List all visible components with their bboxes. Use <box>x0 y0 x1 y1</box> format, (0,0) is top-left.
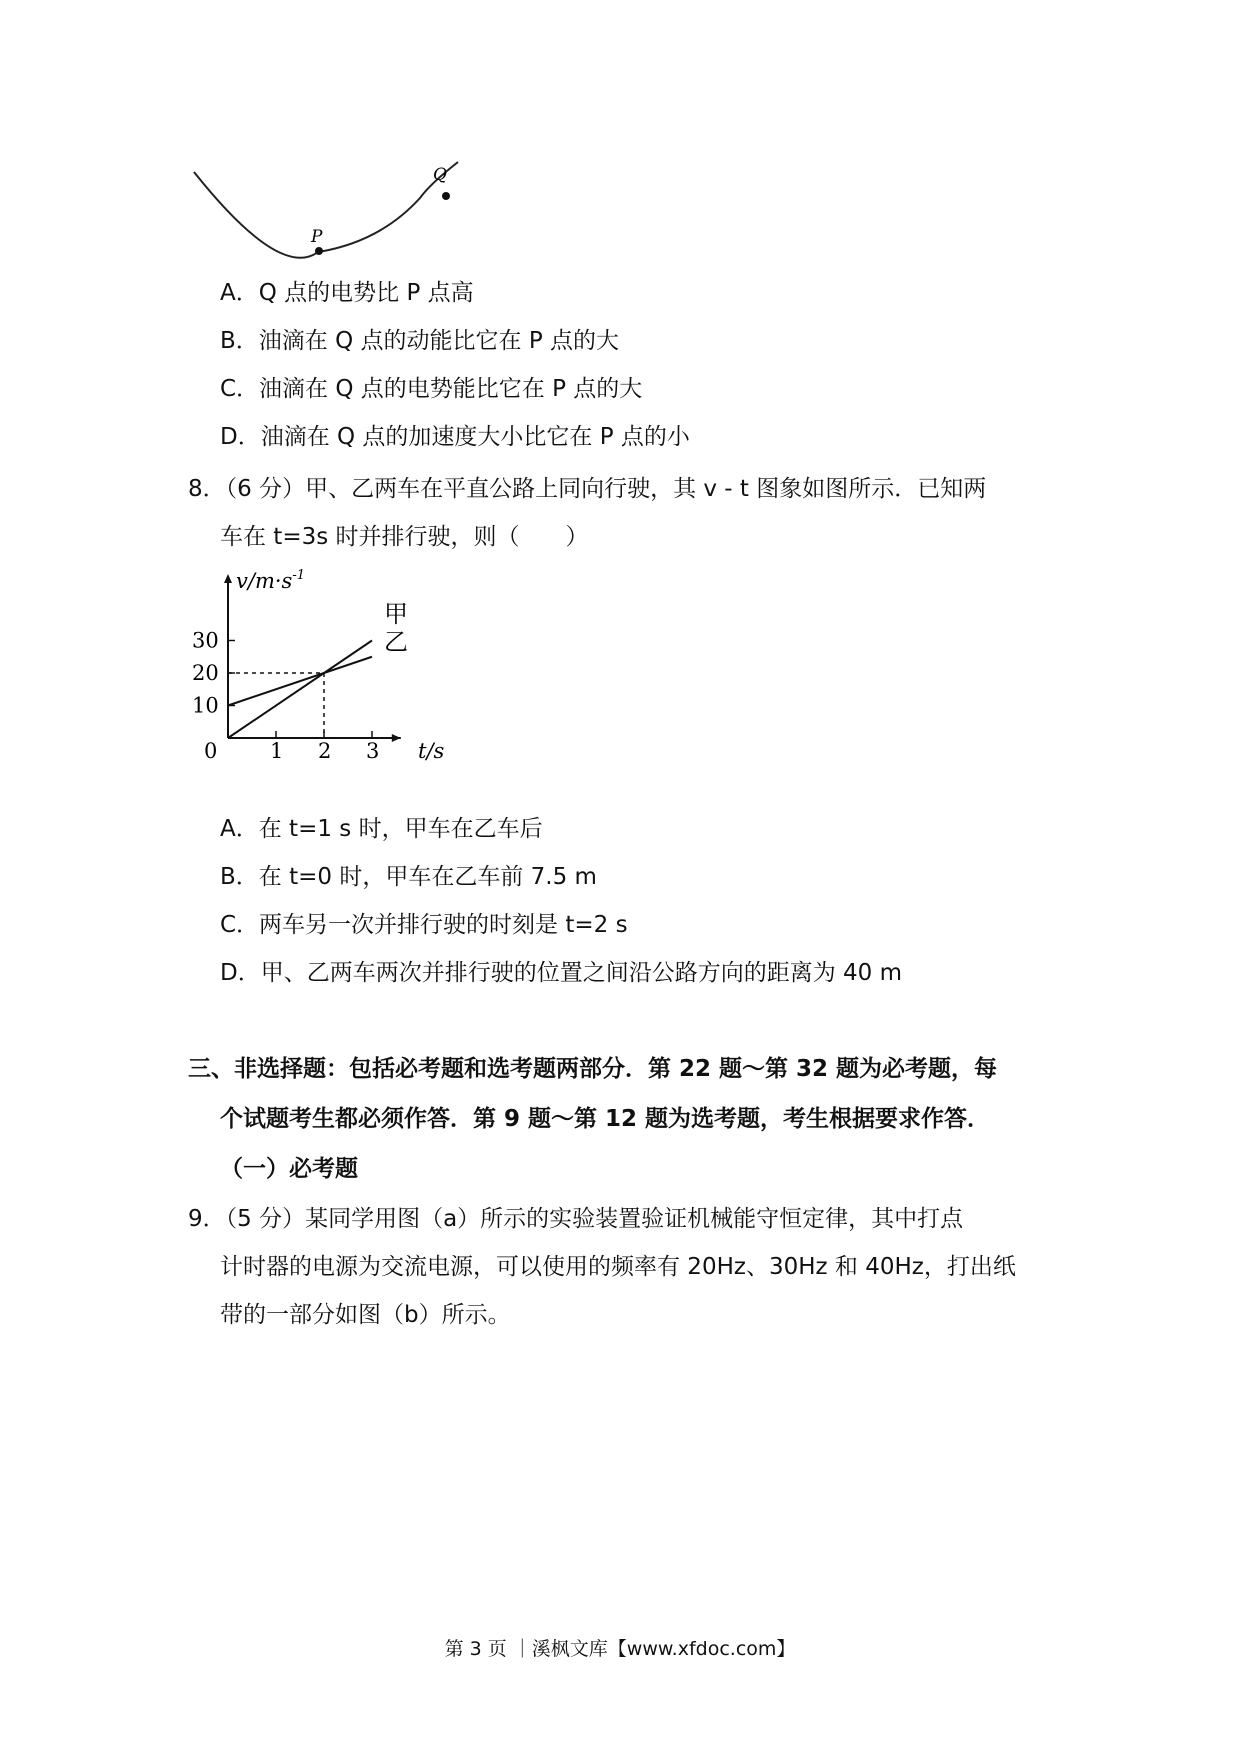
y-tick-label: 20 <box>192 661 219 685</box>
chart-ylabel: $v/m\cdot s^{-1}$ <box>236 568 305 593</box>
series-line-jia <box>228 641 372 739</box>
legend-yi: 乙 <box>384 628 408 656</box>
page-footer: 第 3 页 ｜溪枫文库【www.xfdoc.com】 <box>444 1638 796 1660</box>
q7-option-a: A．Q 点的电势比 P 点高 <box>220 280 474 306</box>
section3-subheading: （一）必考题 <box>220 1156 358 1182</box>
series-line-yi <box>228 657 372 706</box>
q7-option-d: D．油滴在 Q 点的加速度大小比它在 P 点的小 <box>220 424 690 450</box>
q8-stem-line2: 车在 t=3s 时并排行驶，则（ ） <box>220 524 589 550</box>
q8-option-b: B．在 t=0 时，甲车在乙车前 7.5 m <box>220 864 597 890</box>
q8-option-a: A．在 t=1 s 时，甲车在乙车后 <box>220 816 543 842</box>
q9-stem-line3: 带的一部分如图（b）所示。 <box>220 1302 511 1328</box>
q8-option-d: D．甲、乙两车两次并排行驶的位置之间沿公路方向的距离为 40 m <box>220 960 903 986</box>
chart-origin-label: 0 <box>204 739 218 763</box>
section3-heading-line1: 三、非选择题：包括必考题和选考题两部分．第 22 题～第 32 题为必考题，每 <box>188 1056 998 1082</box>
q8-stem-line1: 8．（6 分）甲、乙两车在平直公路上同向行驶，其 v - t 图象如图所示．已知两 <box>188 476 987 502</box>
q8-option-c: C．两车另一次并排行驶的时刻是 t=2 s <box>220 912 628 938</box>
point-p <box>315 247 323 255</box>
q7-option-c: C．油滴在 Q 点的电势能比它在 P 点的大 <box>220 376 643 402</box>
section3-heading-line2: 个试题考生都必须作答．第 9 题～第 12 题为选考题，考生根据要求作答． <box>220 1106 991 1132</box>
point-q <box>442 192 450 200</box>
x-axis-arrow <box>392 734 401 742</box>
vt-chart <box>190 566 470 766</box>
x-tick-label: 2 <box>318 739 332 763</box>
q7-option-b: B．油滴在 Q 点的动能比它在 P 点的大 <box>220 328 619 354</box>
y-tick-label: 10 <box>192 693 219 718</box>
x-tick-label: 1 <box>270 739 284 763</box>
q9-stem-line1: 9．（5 分）某同学用图（a）所示的实验装置验证机械能守恒定律，其中打点 <box>188 1206 964 1232</box>
label-p: P <box>311 227 323 247</box>
y-axis-arrow <box>224 574 232 583</box>
trajectory-figure <box>180 150 470 260</box>
label-q: Q <box>433 165 447 185</box>
q9-stem-line2: 计时器的电源为交流电源，可以使用的频率有 20Hz、30Hz 和 40Hz，打出纸 <box>220 1254 1016 1280</box>
trajectory-curve <box>194 162 458 258</box>
chart-xlabel: t/s <box>418 739 445 763</box>
legend-jia: 甲 <box>384 600 408 628</box>
x-tick-label: 3 <box>366 739 380 763</box>
y-tick-label: 30 <box>192 628 219 653</box>
